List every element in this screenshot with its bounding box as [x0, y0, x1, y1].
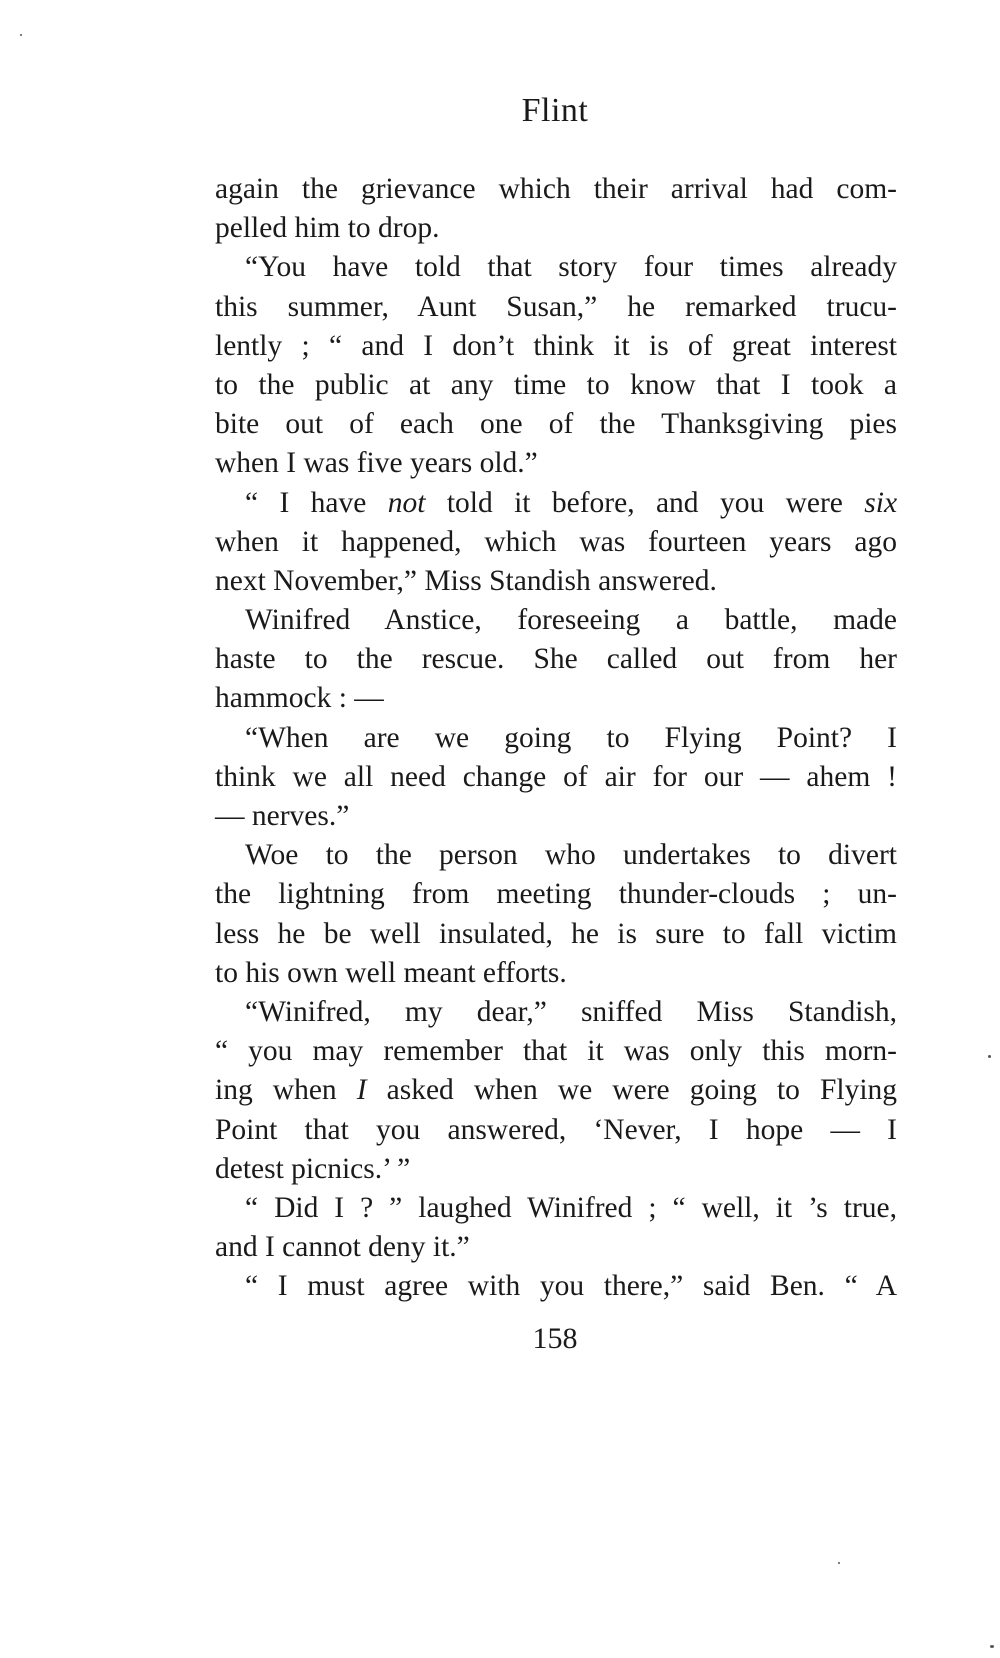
text-line: less he be well insulated, he is sure to fall victim	[215, 917, 897, 950]
text-line: ing when I asked when we were going to Flying	[215, 1074, 898, 1107]
scan-speck	[990, 1645, 994, 1648]
text-line: “You have told that story four times already	[245, 251, 897, 284]
body-text	[215, 170, 897, 1306]
text-line: “When are we going to Flying Point? I	[245, 721, 897, 754]
text-line: “ Did I ? ” laughed Winifred ; “ well, it ’s true,	[245, 1191, 897, 1224]
text-line: “Winifred, my dear,” sniffed Miss Standish,	[245, 995, 897, 1028]
text-line: next November,” Miss Standish answered.	[215, 564, 717, 597]
text-line: pelled him to drop.	[215, 212, 440, 245]
text-line: detest picnics.’ ”	[215, 1152, 411, 1185]
text-line: this summer, Aunt Susan,” he remarked trucu-	[215, 290, 897, 323]
text-line: hammock : —	[215, 682, 384, 715]
text-line: haste to the rescue. She called out from her	[215, 643, 897, 676]
text-line: and I cannot deny it.”	[215, 1231, 470, 1264]
text-line: to his own well meant efforts.	[215, 956, 567, 989]
text-line: “ I must agree with you there,” said Ben. “ A	[245, 1270, 897, 1303]
scan-speck	[838, 1562, 840, 1564]
scan-speck	[20, 34, 22, 36]
text-line: when it happened, which was fourteen years ago	[215, 525, 897, 558]
text-line: the lightning from meeting thunder-clouds ; un-	[215, 878, 897, 911]
text-line: Point that you answered, ‘Never, I hope — I	[215, 1113, 897, 1146]
text-line: “ you may remember that it was only this morn-	[215, 1035, 897, 1068]
text-line: think we all need change of air for our — ahem !	[215, 760, 897, 793]
running-head: Flint	[521, 92, 589, 129]
text-line: lently ; “ and I don’t think it is of great interest	[215, 329, 897, 362]
text-line: bite out of each one of the Thanksgiving pies	[215, 408, 897, 441]
italic-word: six	[864, 486, 898, 519]
page-number: 158	[532, 1322, 578, 1355]
text-line: Woe to the person who undertakes to divert	[245, 839, 897, 872]
text-line: again the grievance which their arrival had com-	[215, 173, 897, 205]
scan-speck	[988, 1055, 991, 1058]
text-line: “ I have not told it before, and you were six	[245, 486, 898, 519]
text-line: to the public at any time to know that I took a	[215, 368, 897, 401]
italic-word: not	[387, 486, 426, 519]
text-line: when I was five years old.”	[215, 447, 538, 480]
text-line: — nerves.”	[215, 800, 350, 832]
italic-word: I	[356, 1074, 367, 1107]
text-line: Winifred Anstice, foreseeing a battle, made	[245, 604, 897, 637]
